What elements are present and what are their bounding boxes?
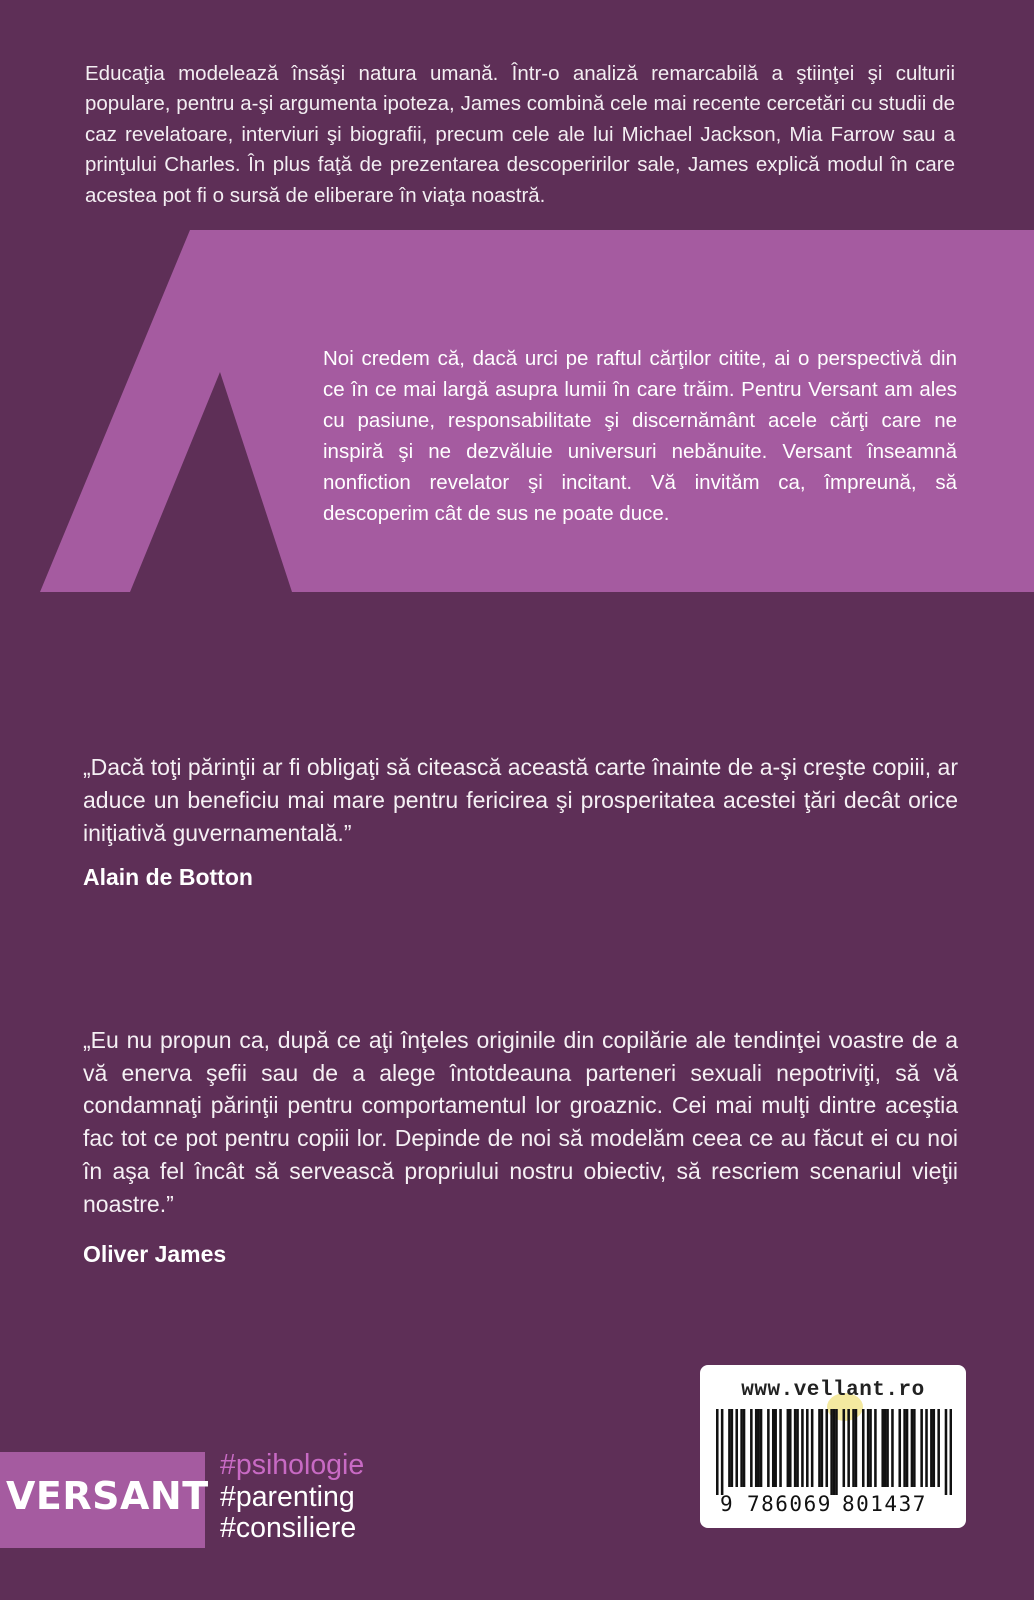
book-description: Educaţia modelează însăşi natura umană. Într-o analiză remarcabilă a ştiinţei şi culturii populare, pentru a-şi argumenta ipoteza, James combină cele mai recente cercetări cu studii de caz revelatoare, interviuri şi biografii, precum cele ale lui Michael Jackson, Mia Farrow sau a prinţului Charles. În plus faţă de prezentarea descoperirilor sale, James explică modul în care acestea pot fi o sursă de eliberare în viaţa noastră. xyxy=(85,61,955,207)
barcode-bar xyxy=(757,1409,760,1487)
barcode-bar xyxy=(789,1409,792,1487)
barcode-bar xyxy=(930,1409,933,1487)
barcode-bar xyxy=(881,1409,884,1487)
barcode-bar xyxy=(911,1409,914,1487)
barcode-bar xyxy=(867,1409,870,1487)
quote-james: „Eu nu propun ca, după ce aţi înţeles originile din copilărie ale tendinţei voastre de a vă enerva şefii sau de a alege întotdeauna parteneri sexuali nepotriviţi, să vă condamnaţi părinţii pentru comportamentul lor groaznic. Cei mai mulţi dintre aceştia fac tot ce pot pentru copiii lor. Depinde de noi să modelăm ceea ce au făcut ei cu noi în aşa fel încât să servească propriului nostru obiectiv, să rescriem scenariul vieţii noastre.” xyxy=(83,1027,958,1217)
barcode-bar xyxy=(787,1409,790,1487)
barcode-bar xyxy=(821,1409,824,1487)
barcode-bar xyxy=(750,1409,753,1487)
barcode-bar xyxy=(735,1409,738,1487)
quote-author-botton: Alain de Botton xyxy=(83,864,253,890)
barcode-bar xyxy=(891,1409,894,1487)
barcode-bar xyxy=(898,1409,901,1487)
barcode-bar xyxy=(721,1409,724,1495)
barcode-card xyxy=(700,1365,966,1528)
barcode-bar xyxy=(767,1409,770,1487)
tag-psihologie: #psihologie xyxy=(220,1449,365,1481)
quote-botton: „Dacă toţi părinţii ar fi obligaţi să citească această carte înainte de a-şi creşte copiii, ar aduce un beneficiu mai mare pentru fericirea şi prosperitatea acestei ţări decât orice iniţiativă guvernamentală.” xyxy=(83,754,958,846)
publisher-website: www.vellant.ro xyxy=(741,1379,925,1402)
barcode-bar xyxy=(818,1409,821,1487)
barcode-bar xyxy=(811,1409,814,1487)
barcode-bar xyxy=(830,1409,833,1495)
isbn-first-digit: 9 xyxy=(720,1492,733,1516)
barcode-bar xyxy=(884,1409,887,1487)
barcode-bar xyxy=(801,1409,804,1487)
barcode-bar xyxy=(843,1409,846,1487)
barcode-bar xyxy=(835,1409,838,1495)
barcode-bar xyxy=(950,1409,952,1495)
barcode-bar xyxy=(796,1409,799,1487)
barcode-bar xyxy=(906,1409,909,1487)
barcode-bar xyxy=(716,1409,719,1495)
barcode-bar xyxy=(779,1409,782,1487)
tag-consiliere: #consiliere xyxy=(220,1512,357,1544)
barcode-bar xyxy=(847,1409,850,1487)
barcode-bar xyxy=(852,1409,855,1487)
barcode-bar xyxy=(743,1409,746,1487)
barcode-bar xyxy=(913,1409,916,1487)
barcode-bar xyxy=(728,1409,731,1487)
isbn-group-right: 801437 xyxy=(842,1492,927,1516)
barcode-bar xyxy=(886,1409,889,1487)
barcode-bar xyxy=(760,1409,763,1487)
publisher-motto: Noi credem că, dacă urci pe raftul cărţilor citite, ai o perspectivă din ce în ce mai largă asupra lumii în care trăim. Pentru Versant am ales cu pasiune, responsabilitate şi discernământ acele cărţi care ne inspiră şi ne dezvăluie universuri nebănuite. Versant înseamnă nonfiction revelator şi incitant. Vă invităm ca, împreună, să descoperim cât de sus ne poate duce. xyxy=(323,346,957,525)
barcode-bar xyxy=(731,1409,734,1487)
tag-list xyxy=(220,1450,364,1545)
barcode-bar xyxy=(825,1409,828,1487)
barcode-bar xyxy=(772,1409,775,1487)
barcode-bar xyxy=(794,1409,797,1487)
publisher-logo-text: VERSANT xyxy=(6,1474,209,1518)
barcode-bar xyxy=(774,1409,777,1487)
barcode-bar xyxy=(740,1409,743,1487)
barcode-bar xyxy=(806,1409,809,1487)
publisher-logo xyxy=(0,1452,209,1548)
tag-parenting: #parenting xyxy=(220,1480,355,1513)
barcode-bar xyxy=(933,1409,936,1487)
barcode-bar xyxy=(862,1409,865,1487)
barcode-bar xyxy=(869,1409,872,1487)
barcode-bar xyxy=(855,1409,858,1487)
barcode-bar xyxy=(903,1409,906,1487)
barcode-bar xyxy=(833,1409,836,1495)
barcode-bar xyxy=(755,1409,758,1487)
barcode-bar xyxy=(874,1409,877,1487)
barcode-bar xyxy=(937,1409,940,1487)
barcode-bars xyxy=(716,1409,952,1495)
barcode-bar xyxy=(920,1409,923,1487)
barcode-bar xyxy=(925,1409,928,1487)
barcode-bar xyxy=(945,1409,948,1495)
isbn-group-left: 786069 xyxy=(747,1492,832,1516)
quote-author-james: Oliver James xyxy=(83,1241,227,1267)
